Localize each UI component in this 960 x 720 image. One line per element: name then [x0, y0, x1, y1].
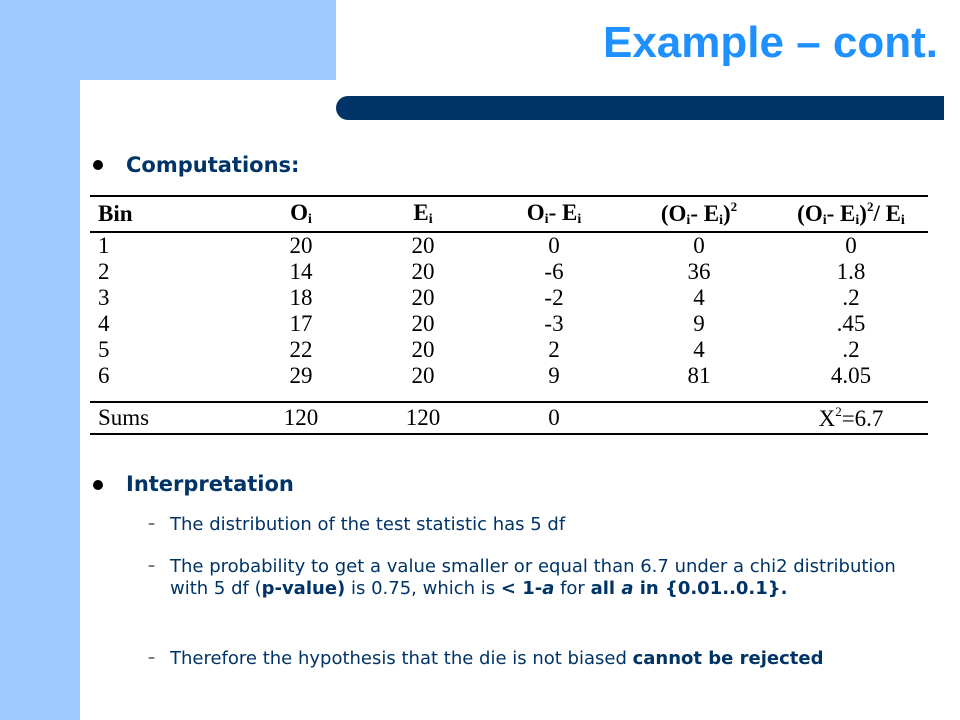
- sums-observed: 120: [240, 402, 362, 434]
- sums-row: [90, 402, 928, 434]
- sums-difference: 0: [484, 402, 624, 434]
- alpha-symbol: a: [542, 578, 555, 599]
- table-row: [90, 285, 928, 311]
- bullet-dot: [93, 160, 103, 170]
- table-row: [90, 259, 928, 285]
- header-bin: Bin: [90, 196, 240, 232]
- dash-marker: –: [148, 558, 155, 574]
- cell-ratio: .45: [836, 311, 866, 336]
- cell-difference: -2: [544, 285, 564, 310]
- table-row: [90, 311, 928, 337]
- cell-ratio: .2: [842, 285, 860, 310]
- interpretation-heading: Interpretation: [126, 472, 294, 496]
- header-expected: $E_i$: [362, 196, 484, 232]
- cell-squared: 4: [693, 285, 705, 310]
- cell-ratio: .2: [842, 337, 860, 362]
- cell-observed: 18: [289, 285, 313, 310]
- conclusion-emphasis: cannot be rejected: [632, 648, 824, 669]
- cell-bin: 1: [98, 233, 110, 258]
- interpretation-item-pvalue: The probability to get a value smaller or equal than 6.7 under a chi2 distribution with 5 df (p-value) is 0.75, which is < 1-a for all a in {0.01..0.1}.: [170, 556, 896, 599]
- cell-ratio: 1.8: [836, 259, 866, 284]
- sums-expected: 120: [362, 402, 484, 434]
- cell-observed: 22: [289, 337, 313, 362]
- cell-bin: 3: [98, 285, 110, 310]
- cell-difference: 9: [548, 363, 560, 388]
- cell-difference: 0: [548, 233, 560, 258]
- cell-squared: 9: [693, 311, 705, 336]
- cell-expected: 20: [411, 285, 435, 310]
- cell-observed: 17: [289, 311, 313, 336]
- cell-squared: 4: [693, 337, 705, 362]
- dash-marker: –: [148, 650, 155, 666]
- dash-marker: –: [148, 516, 155, 532]
- cell-expected: 20: [411, 337, 435, 362]
- cell-difference: -3: [544, 311, 564, 336]
- chi-square-value: $X^2=6.7$: [774, 402, 928, 434]
- decor-corner-curve: [80, 80, 140, 140]
- cell-ratio: 0: [845, 233, 857, 258]
- cell-bin: 2: [98, 259, 110, 284]
- header-difference: $O_i-$ $E_i$: [484, 196, 624, 232]
- cell-squared: 0: [693, 233, 705, 258]
- computations-heading: Computations:: [126, 153, 300, 177]
- p-value-term: p-value): [261, 578, 346, 599]
- table-row: [90, 337, 928, 363]
- cell-observed: 14: [289, 259, 313, 284]
- bullet-dot: [93, 480, 103, 490]
- interpretation-item-df: The distribution of the test statistic has 5 df: [170, 514, 566, 535]
- header-squared-difference: ($O_i-$ $E_i)^2$: [624, 196, 774, 232]
- cell-difference: -6: [544, 259, 564, 284]
- table-row: [90, 232, 928, 259]
- slide-title: Example – cont.: [602, 18, 938, 67]
- sums-squared-empty: [624, 402, 774, 434]
- cell-expected: 20: [411, 233, 435, 258]
- interpretation-item-conclusion: Therefore the hypothesis that the die is not biased cannot be rejected: [170, 648, 824, 669]
- computation-table: [90, 195, 928, 435]
- cell-bin: 5: [98, 337, 110, 362]
- cell-expected: 20: [411, 311, 435, 336]
- cell-observed: 20: [289, 233, 313, 258]
- sums-label: Sums: [90, 402, 240, 434]
- cell-difference: 2: [548, 337, 560, 362]
- cell-squared: 36: [687, 259, 711, 284]
- cell-ratio: 4.05: [830, 363, 872, 388]
- header-chi-contribution: ($O_i-$ $E_i)^2/$ $E_i$: [774, 196, 928, 232]
- table-row: [90, 363, 928, 389]
- table-spacer-row: [90, 389, 928, 402]
- left-decor-band: [0, 0, 80, 720]
- cell-expected: 20: [411, 363, 435, 388]
- title-underline-bar: [336, 96, 944, 120]
- top-decor-band: [0, 0, 336, 80]
- table-header-row: [90, 196, 928, 232]
- cell-observed: 29: [289, 363, 313, 388]
- cell-squared: 81: [687, 363, 711, 388]
- cell-expected: 20: [411, 259, 435, 284]
- cell-bin: 6: [98, 363, 110, 388]
- header-observed: $O_i$: [240, 196, 362, 232]
- cell-bin: 4: [98, 311, 110, 336]
- alpha-symbol: a: [621, 578, 634, 599]
